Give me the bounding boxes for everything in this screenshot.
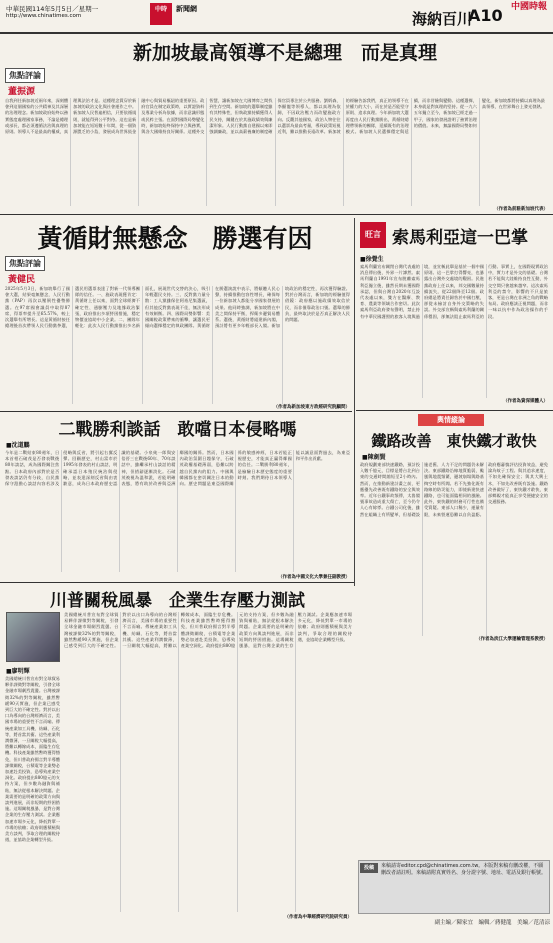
author-photo: [6, 612, 60, 662]
header-rule: [0, 32, 553, 34]
divider-4: [0, 582, 354, 583]
article3-headline: 索馬利亞這一巴掌: [392, 228, 528, 248]
article2-headline: 黃循財無懸念 勝選有因: [37, 224, 313, 253]
article4-body: 今年是二戰結束80週年，日本首相石破茂是否發表戰後80年談話，成為國際關注焦點。日本政府內部對於是否發表談話仍有分歧，自民黨保守派擔心談話內容若涉及侵略與反省，將引起右翼反彈。回顧歷史，村山富市於1995年發表的村山談話，明確承認日本殖民統治與侵略，並表達深刻反省與由衷歉意，成為日本政府歷史認識的基礎。小泉純一郎與安倍晉三在戰後60年、70年談話中，雖繼承村山談話的精神，但措辭逐漸淡化。石破茂被視為溫和派，若能明確表態，將有助於改善與亞洲鄰國的關係。然而，日本國內政治氛圍日趨保守，石破茂政權基礎薄弱，恐難以跨越自民黨內的阻力。中國與韓國都在密切關注日本的動向。歷史問題是東亞國際關係的敏感神經，日本若能正視歷史，才能真正贏得鄰國的信任。二戰勝利80週年，是檢驗日本歷史態度的重要時刻。我們期待日本領導人能以誠意面對過去，為東亞和平作出貢獻。: [5, 450, 350, 487]
article6-body-left: 美國總統川普宣布對全球貿易夥伴課徵對等關稅，引發全球金融市場劇烈震盪。台灣被課徵32%的對等關稅，雖然暫緩90天實施，但企業已感受到巨大的不確定性。對於以出口為導向的台灣經濟而言，美國市場的重要性不言而喻。傳統產業如工具機、紡織、石化等，將首當其衝。這些產業利潤微薄，一旦關稅大幅提高，將難以轉嫁成本，面臨生存危機。科技產業雖然暫時獲得豁免，但川普政府揚言對半導體課徵關稅，台積電等企業勢必加速赴美投資，恐導致產業空洞化。政府提出880億元的支持方案，但多數為融資與補貼，無法從根本解決問題。企業需要的是明確的政策方向與談判進展，而非短期的紓困措施。這場關稅風暴，是對台灣企業的生存壓力測試。企業應加速市場多元化，降低對單一市場的依賴；政府則應積極與美方談判，爭取合理的關稅待遇，並協助企業轉型升級。: [5, 676, 60, 843]
article2-column-tag: 焦點評論: [5, 256, 45, 271]
article3-body: 索馬利蘭宣布關閉台灣代表處的消息傳出後，外界一片譁然。索馬利蘭自1991年宣布脫離索馬利亞獨立後，雖然長期未獲國際承認，但與台灣自2020年互設代表處以來，雙方在醫療、教育、農業等領域合作密切。此次索馬利亞政府發布聲明，禁止持有中華民國護照的旅客入境與過境，並宣稱此舉是基於一個中國原則。這一巴掌打得響亮，也暴露出台灣外交處境的艱困。民進黨政府上任以來，邦交國數量持續流失，從22個降至12個。政府總是將責任歸咎於中國打壓，卻從未檢討自身外交策略的失誤。外交部宣稱與索馬利蘭的關係穩固，卻無法阻止索馬利亞的行動。事實上，在國際現實政治中，實力才是外交的基礎。台灣若不能與大陸維持良性互動，外交空間只會越來越窄。這次索馬利亞的禁令，影響的不只是旅客，更是台灣在非洲之角的戰略布局。政府應該正視問題，而非一味以抗中作為政治操作的手段。: [360, 264, 548, 319]
article1-column-tag: 焦點評論: [5, 68, 45, 83]
divider-1: [0, 214, 553, 215]
divider-3: [356, 410, 553, 411]
date-line: 中華民國114年5月5日／星期一: [6, 5, 99, 13]
article1-author: 董振源: [8, 87, 36, 97]
article5-end-note: （作者為淡江大學運輸管理系教授）: [476, 637, 548, 642]
article3-end-note: （作者為資深媒體人）: [503, 399, 548, 404]
article3-tag: 旺言: [360, 222, 386, 248]
editor-credits: 副主編／陳家宜 編輯／蔣健龍 美編／范清涼: [434, 920, 550, 926]
submission-tag: 投稿: [360, 863, 378, 873]
site-url: http://www.chinatimes.com: [6, 13, 82, 19]
small-logo: 中時: [150, 3, 172, 25]
small-logo-sub: 新聞網: [176, 5, 197, 13]
article6-headline: 川普關稅風暴 企業生存壓力測試: [50, 591, 305, 611]
article6-body: 美國總統川普宣布對全球貿易夥伴課徵對等關稅，引發全球金融市場劇烈震盪。台灣被課徵32%的對等關稅，雖然暫緩90天實施，但企業已感受到巨大的不確定性。對於以出口為導向的台灣經濟而言，美國市場的重要性不言而喻。傳統產業如工具機、紡織、石化等，將首當其衝。這些產業利潤微薄，一旦關稅大幅提高，將難以轉嫁成本，面臨生存危機。科技產業雖然暫時獲得豁免，但川普政府揚言對半導體課徵關稅，台積電等企業勢必加速赴美投資，恐導致產業空洞化。政府提出880億元的支持方案，但多數為融資與補貼，無法從根本解決問題。企業需要的是明確的政策方向與談判進展，而非短期的紓困措施。這場關稅風暴，是對台灣企業的生存壓力測試。企業應加速市場多元化，降低對單一市場的依賴；政府則應積極與美方談判，爭取合理的關稅待遇，並協助企業轉型升級。: [64, 612, 352, 649]
article5-tag: 輿情縱論: [418, 414, 484, 426]
article4-end-note: （作者為中國文化大學兼任副教授）: [278, 575, 350, 580]
article1-body: 自我到任新加坡近兩年來，深刻體會到這個國家的公共精神及其深層的治理理念。新加坡政府始終以務實態度處理國家事務，不論是總理或部長，都必須遵循法治與真理的原則。領導人不是最高的權威，真理與法治才是。這種理念貫穿於新加坡的政治文化與社會運作之中。新加坡人民普遍相信，只要依循規則，就能得到公平對待。這也是新加坡能在短短數十年間，從一個資源匱乏的小島，發展成為世界級金融中心與貿易樞紐的重要原因。政府官員在制定政策時，以實證資料及專業分析為依據，而非意識形態或民粹主張。在面對國際局勢變化時，新加坡始終保持中立與務實，與各大國維持良好關係。這種外交智慧，讓新加坡在大國博弈之間找到生存空間。新加坡的選舉制度雖有其特殊性，但執政黨持續獲得人民支持，關鍵在於其施政績效與廉潔形象。人民行動黨自建國以來即強調廉政，並以高薪養廉的制度確保官員專注於公共服務。劉炳森、李顯龍等領導人，都以真理為依歸，不因政治壓力而改變施政方向。反觀其他國家，政治人物往往以選票為最高考量，導致政策短視近利，難以推動長遠改革。新加坡的經驗告訴我們，真正的領導不在於權力的大小，而在於是否能堅守原則、追求真理。今年新加坡大選再度由人民行動黨勝出，黃循財總理帶領新的團隊，延續既有的治理模式。新加坡人民選擇穩定與延續，而非冒險與變動。這種選擇，本身就是對真理的堅持。從一九六五年獨立至今，新加坡已經走過一甲子，國家的發展證明了務實治理的價值。未來，無論國際局勢如何變化，新加坡都將持續以真理為最高領導，在世界舞台上發光發熱。: [5, 98, 545, 135]
article4-author: ■沈道鵬: [6, 442, 30, 449]
article2-end-note: （作者為新加坡東方政經研究院顧問）: [273, 405, 350, 410]
article5-author: ■陳劍賢: [362, 454, 386, 461]
article4-headline: 二戰勝利談話 敢噹日本侵略嗎: [58, 420, 297, 440]
right-column-divider: [354, 218, 355, 586]
page-number: A10: [468, 6, 503, 25]
section-title: 海納百川: [412, 10, 473, 28]
divider-2: [0, 411, 352, 412]
article5-body: 政府規劃東部快速鐵路，預計投入數千億元，目標是將台北到台東的交通時間縮短至2小時內。然而，在推動新建計畫之前，更應優先改善既有鐵路的安全與效率。近年台鐵事故頻傳，太魯閣號事故造成重大傷亡，至今仍令人心有餘悸。台鐵公司化後，雖然在組織上有所變革，但基礎設施老舊、人力不足的問題仍未解決。東部鐵路沿線地質脆弱，颱風與地震頻繁，邊坡崩塌與路基掏空時有所聞。若不先強化既有路線的防災能力，即使新建快速鐵路，也可能面臨相同的風險。此外，東快鐵的財務可行性也備受質疑。東部人口稀少，運量有限，未來營運恐難以自負盈虧。政府應審慎評估投資效益，避免淪為蚊子工程。與其追求速度，不如先確保安全；與其大興土木，不如先改善既有設施。鐵路改善做好了，東快鐵才敢快，東部鄉親才能真正享受便捷安全的交通服務。: [360, 462, 548, 517]
article6-end-note: （作者為中華經濟研究院研究員）: [284, 915, 352, 920]
article1-end-note: （作者為前駐新加坡代表）: [494, 207, 548, 212]
article1-headline: 新加坡最高領導不是總理 而是真理: [132, 42, 437, 64]
china-times-logo: 中國時報: [510, 2, 547, 12]
article6-author: ■廖明輝: [6, 668, 30, 675]
submission-info: 來稿請寄editor.cpd@chinatimes.com.tw。本版對來稿有刪改權，不願刪改者請註明。來稿請附真實姓名、身分證字號、地址、電話及銀行帳號。: [381, 863, 547, 876]
article3-author: ■徐覺生: [360, 256, 384, 263]
article2-body: 2025年5月3日，新加坡舉行了國會大選，結果毫無懸念，人民行動黨（PAP）再次以壓倒性優勢勝選。在97席國會議員中取得87席，得票率提升至65.57%，較上次選舉有所增長。這是黃循財接任總理後首次帶領人民行動黨參選，選民用選票表達了對新一代領導團隊的信任。一、施政表現獲肯定：黃循財上任以來，面對全球經濟不確定性、通膨壓力及地緣政治緊張，政府推出多項紓困措施，穩定物價並協助中小企業。二、團隊年輕化：此次人民行動黨推出多名新面孔，展現世代交替的決心，吸引年輕選民支持。三、反對黨力量分散：工人黨雖保住阿裕尼集選區，但其他反對黨表現不佳，無法形成有效制衡。四、國際局勢影響：美國關稅政策帶來的衝擊，讓選民更傾向選擇穩定的執政團隊。黃循財在勝選演說中表示，將傾聽人民心聲，持續推動包容性增長，確保每一位新加坡人都能分享國家發展的成果。他同時強調，新加坡將在中美之間保持平衡，捍衛多邊貿易體系。選後，黃循財將組建新內閣，預計將有更多年輕部長入閣。新加坡政治的穩定性，再次獲得驗證。對於台灣而言，新加坡的經驗值得借鏡：政府應以施政績效取信於民，而非僅靠政治口號。選舉的勝負，最終取決於是否真正解決人民的問題。: [5, 286, 350, 329]
article2-author: 黃健民: [8, 275, 36, 285]
article5-headline: 鐵路改善 東快鐵才敢快: [371, 432, 537, 450]
